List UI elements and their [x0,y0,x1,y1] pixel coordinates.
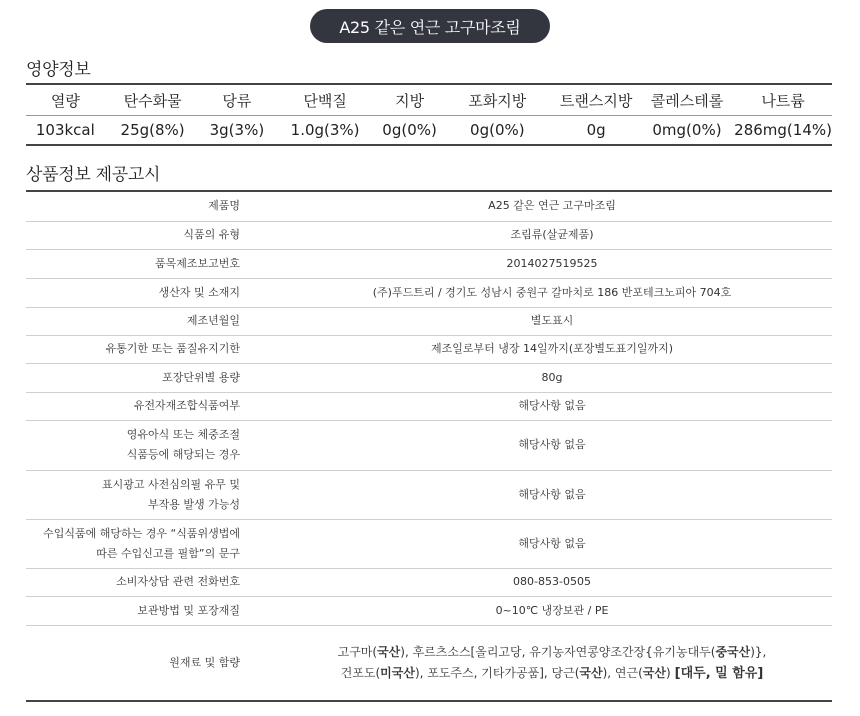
info-key: 포장단위별 용량 [162,370,240,384]
info-row [26,470,832,519]
ingredients-text: 건포도( [340,665,381,680]
info-key [26,420,242,470]
info-value: 해당사항 없음 [518,487,586,501]
allergen-notice: [대두, 밀 함유] [674,665,764,681]
info-value: 해당사항 없음 [518,438,586,451]
info-row [26,278,832,307]
nutrition-value: 286mg(14%) [734,116,832,146]
info-row [26,335,832,363]
info-row [26,221,832,249]
nutrition-header: 포화지방 [442,84,552,116]
nutrition-value-row [26,116,832,146]
nutrition-value: 0g [552,116,639,146]
info-key-line: 부작용 발생 가능성 [147,497,240,511]
product-info-section-title: 상품정보 제공고시 [26,165,161,185]
info-row [26,307,832,335]
info-value: A25 같은 연근 고구마조림 [488,199,616,213]
nutrition-header: 나트륨 [734,84,832,116]
origin-bold: 중국산 [715,644,751,659]
nutrition-header: 단백질 [273,84,377,116]
nutrition-value: 3g(3%) [201,116,274,146]
nutrition-value: 0g(0%) [442,116,552,146]
ingredients-text: ), 후르츠소스[올리고당, 유기농자연콩양조간장{유기농대두( [400,644,716,659]
nutrition-header: 트랜스지방 [552,84,639,116]
info-key: 품목제조보고번호 [154,256,240,270]
info-key-line: 식품등에 해당되는 경우 [126,448,240,461]
nutrition-header: 당류 [201,84,274,116]
info-key-line: 표시광고 사전심의필 유무 및 [101,477,240,491]
info-key: 제품명 [208,199,240,213]
origin-bold: 국산 [579,665,603,680]
info-key-line: 영유아식 또는 체중조절 [126,428,240,441]
info-key-line: 수입식품에 해당하는 경우 “식품위생법에 [43,526,240,540]
info-key: 유통기한 또는 품질유지기한 [105,342,240,355]
info-row [26,596,832,625]
nutrition-value: 0g(0%) [377,116,442,146]
info-row [26,191,832,221]
product-title-badge [310,9,550,43]
info-key: 식품의 유형 [183,228,240,241]
info-row [26,363,832,392]
info-key: 유전자재조합식품여부 [133,399,240,412]
info-key: 생산자 및 소재지 [158,285,240,299]
info-key-line: 따른 수입신고를 필함”의 문구 [96,546,240,560]
nutrition-section-title: 영양정보 [26,60,91,80]
info-key: 원재료 및 함량 [169,655,240,669]
origin-bold: 국산 [642,665,666,680]
origin-bold: 미국산 [380,665,415,680]
ingredients-text: ), 연근( [602,665,643,680]
info-value: 별도표시 [530,314,574,327]
info-key: 제조년월일 [186,314,240,327]
nutrition-value: 1.0g(3%) [273,116,377,146]
ingredients-text: 고구마( [337,644,378,659]
product-title: A25 같은 연근 고구마조림 [339,17,521,37]
info-row-ingredients [26,625,832,701]
info-value: (주)푸드트리 / 경기도 성남시 중원구 갈마치로 186 반포테크노피아 704호 [372,285,732,299]
info-row [26,249,832,278]
info-row [26,568,832,596]
nutrition-value: 0mg(0%) [640,116,734,146]
info-value: 080-853-0505 [513,575,591,588]
info-key: 보관방법 및 포장재질 [137,603,240,617]
nutrition-header: 열량 [26,84,105,116]
info-key [26,470,242,519]
nutrition-value: 103kcal [26,116,105,146]
nutrition-header: 콜레스테롤 [640,84,734,116]
ingredients-text: )}, [750,644,767,659]
product-info-table [26,190,832,702]
info-row [26,392,832,420]
info-key [26,519,242,568]
nutrition-header: 탄수화물 [105,84,201,116]
origin-bold: 국산 [377,644,401,659]
info-row [26,420,832,470]
ingredients-text: ), 포도주스, 기타가공품], 당근( [414,665,580,680]
info-value: 해당사항 없음 [518,536,586,550]
info-value: 조림류(살균제품) [510,228,594,241]
info-value: 해당사항 없음 [518,399,586,412]
info-value: 제조일로부터 냉장 14일까지(포장별도표기일까지) [430,342,674,355]
nutrition-value: 25g(8%) [105,116,201,146]
ingredients-value [242,625,832,701]
ingredients-text: ) [665,665,671,680]
info-value: 2014027519525 [506,256,598,270]
nutrition-header-row [26,84,832,116]
nutrition-header: 지방 [377,84,442,116]
info-value: 80g [541,370,563,384]
info-value: 0~10℃ 냉장보관 / PE [495,603,609,617]
nutrition-table [26,83,832,146]
info-row [26,519,832,568]
info-key: 소비자상담 관련 전화번호 [116,575,240,588]
